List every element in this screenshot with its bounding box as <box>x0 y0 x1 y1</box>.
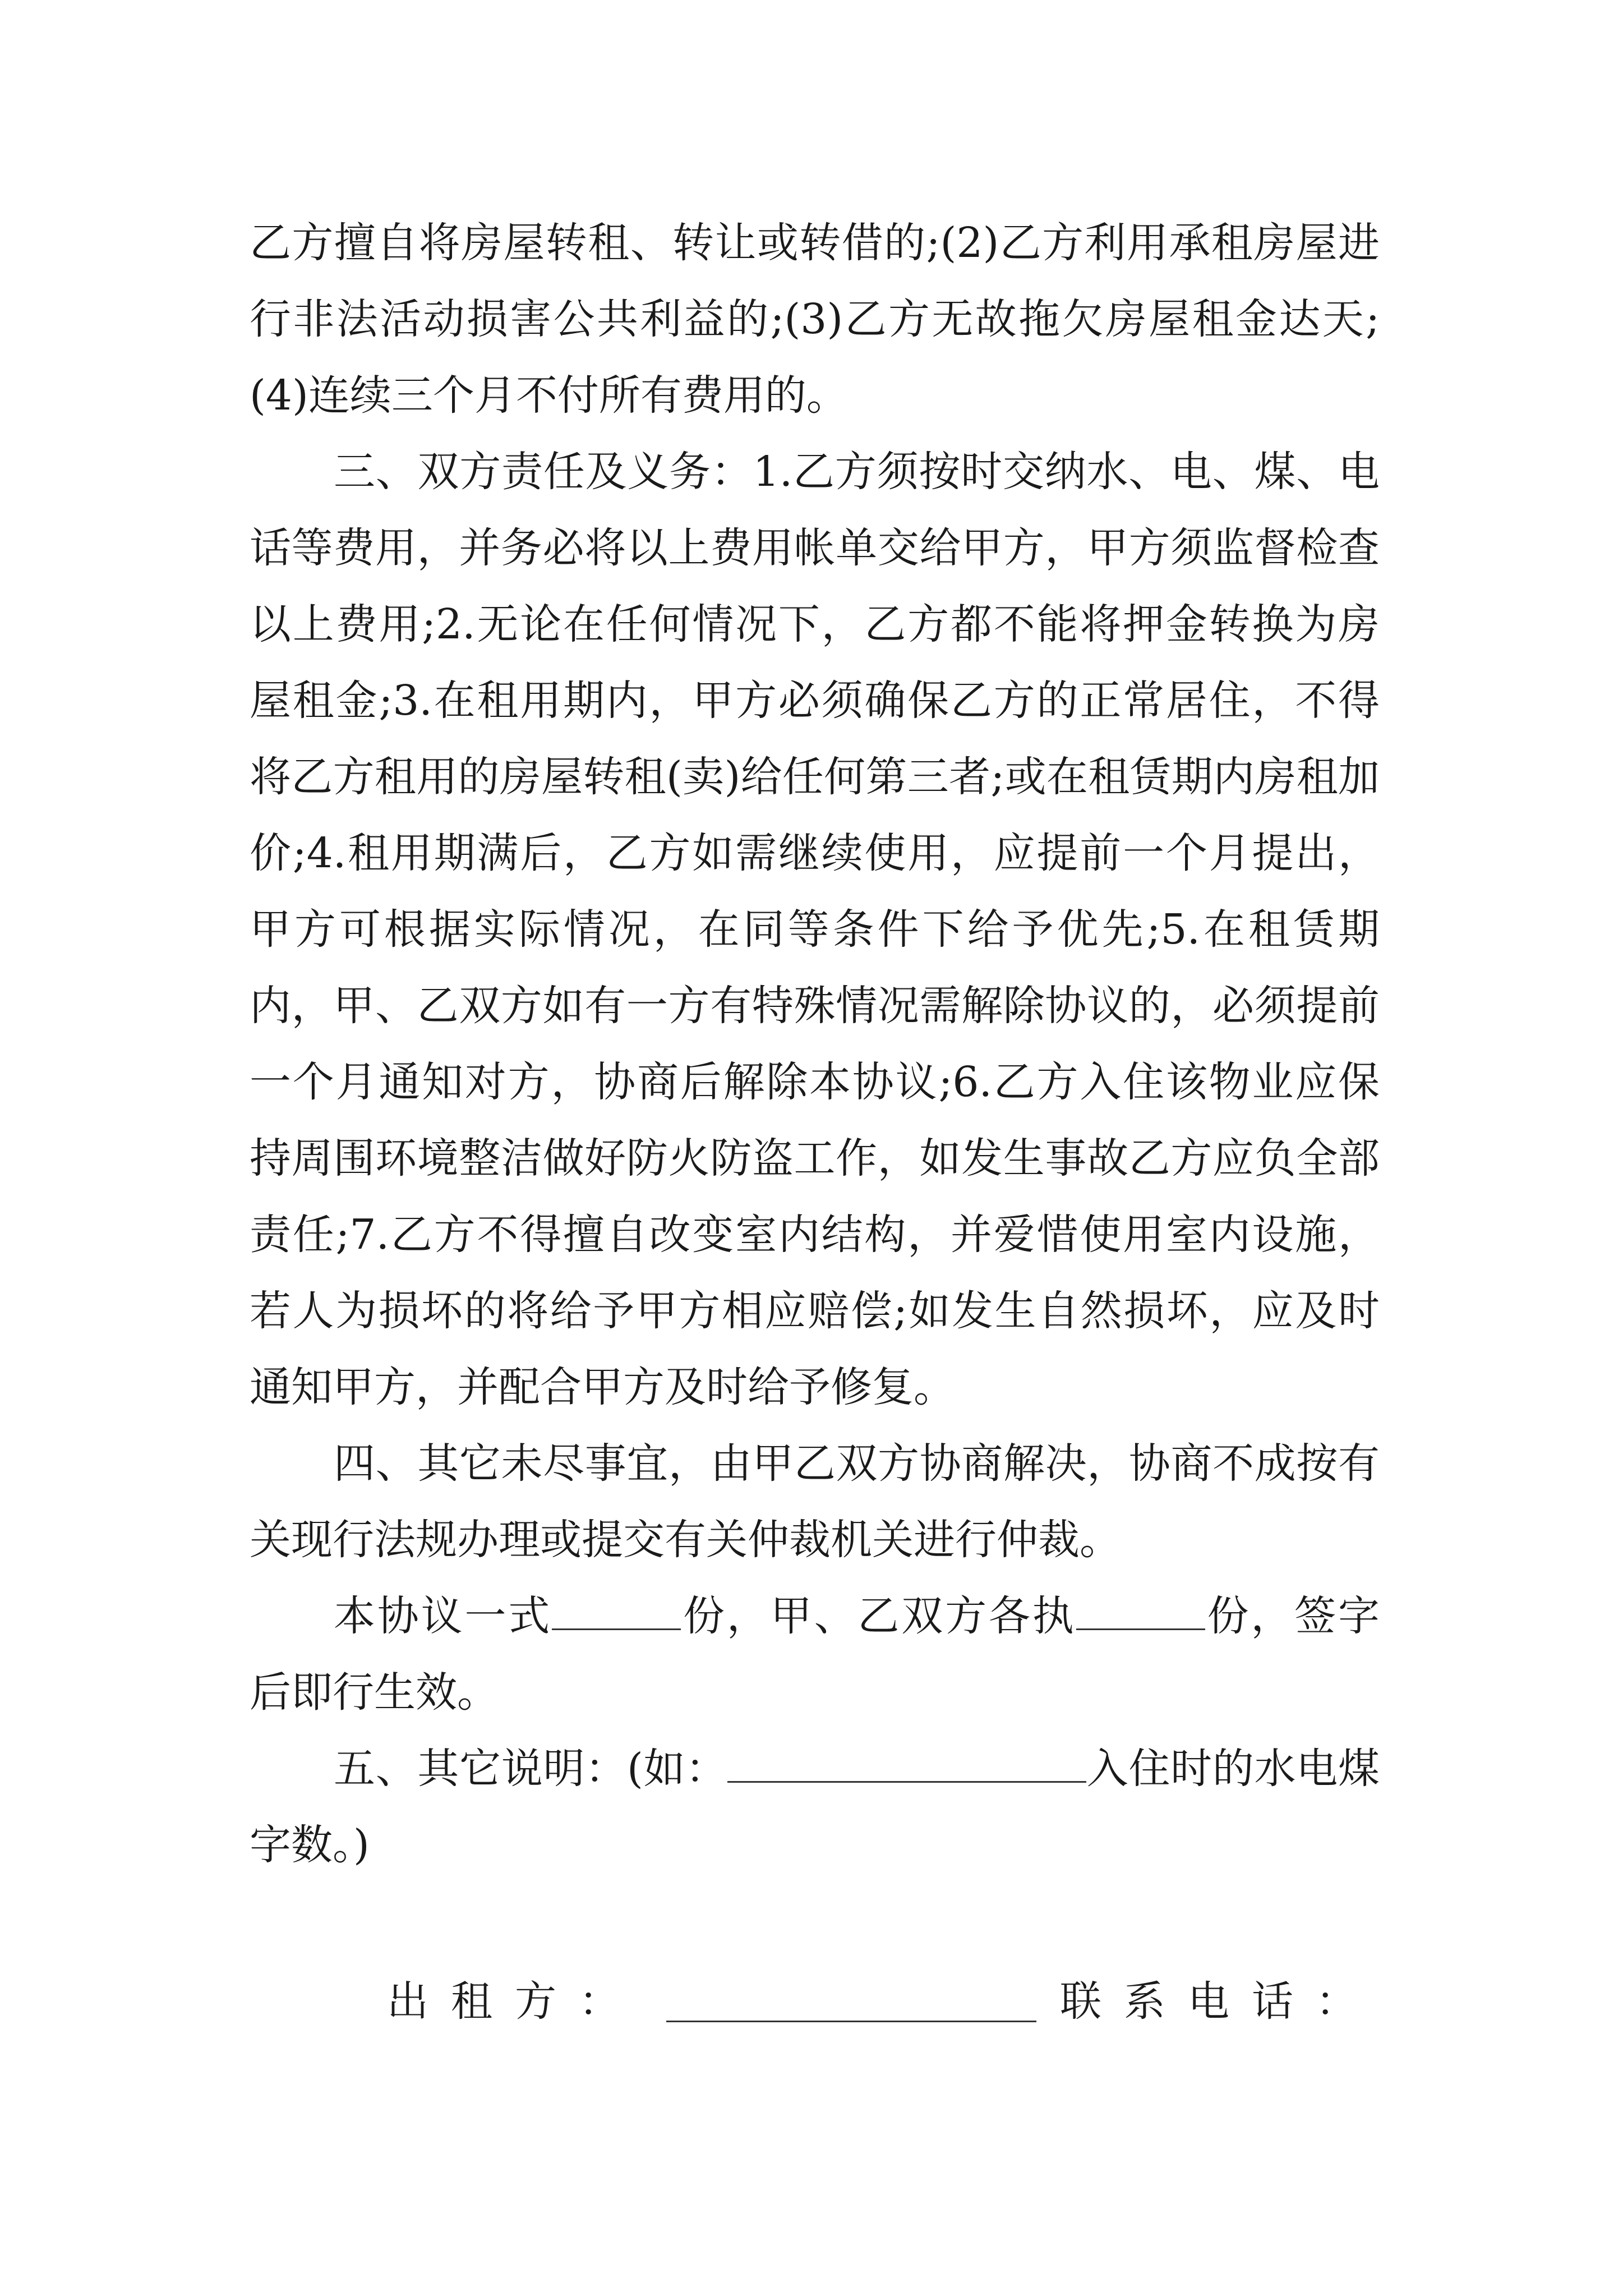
lessor-label: 出租方： <box>387 1977 643 2026</box>
contract-body <box>250 205 1380 1883</box>
paragraph-responsibilities: 三、双方责任及义务：1.乙方须按时交纳水、电、煤、电话等费用，并务必将以上费用帐单交给甲方，甲方须监督检查以上费用;2.无论在任何情况下，乙方都不能将押金转换为房屋租金;3.在租用期内，甲方必须确保乙方的正常居住，不得将乙方租用的房屋转租(卖)给任何第三者;或在租赁期内房租加价;4.租用期满后，乙方如需继续使用，应提前一个月提出，甲方可根据实际情况，在同等条件下给予优先;5.在租赁期内，甲、乙双方如有一方有特殊情况需解除协议的，必须提前一个月通知对方，协商后解除本协议;6.乙方入住该物业应保持周围环境整洁做好防火防盗工作，如发生事故乙方应负全部责任;7.乙方不得擅自改变室内结构，并爱惜使用室内设施，若人为损坏的将给予甲方相应赔偿;如发生自然损坏，应及时通知甲方，并配合甲方及时给予修复。 <box>250 448 1380 1411</box>
lessor-signature-blank[interactable] <box>666 1981 1036 2022</box>
notes-text-2: 入住时的水电煤字数。) <box>250 1745 1380 1869</box>
copies-text-2: 份，甲、乙双方各执 <box>681 1592 1076 1640</box>
paragraph-other-notes <box>250 1731 1380 1883</box>
paragraph-other-matters: 四、其它未尽事宜，由甲乙双方协商解决，协商不成按有关现行法规办理或提交有关仲裁机关进行仲裁。 <box>250 1439 1380 1564</box>
copies-text-1: 本协议一式 <box>334 1592 552 1640</box>
phone-label: 联系电话： <box>1060 1977 1380 2026</box>
paragraph-termination-continued: 乙方擅自将房屋转租、转让或转借的;(2)乙方利用承租房屋进行非法活动损害公共利益的;(3)乙方无故拖欠房屋租金达天;(4)连续三个月不付所有费用的。 <box>250 219 1380 420</box>
notes-text-1: 五、其它说明：(如： <box>334 1745 728 1793</box>
copies-each-blank[interactable] <box>1076 1589 1205 1630</box>
notes-blank[interactable] <box>727 1742 1086 1783</box>
paragraph-copies <box>250 1578 1380 1731</box>
copies-text-3: 份，签字后即行生效。 <box>250 1592 1380 1717</box>
copies-count-blank[interactable] <box>552 1589 681 1630</box>
signature-line <box>387 1963 1380 2040</box>
